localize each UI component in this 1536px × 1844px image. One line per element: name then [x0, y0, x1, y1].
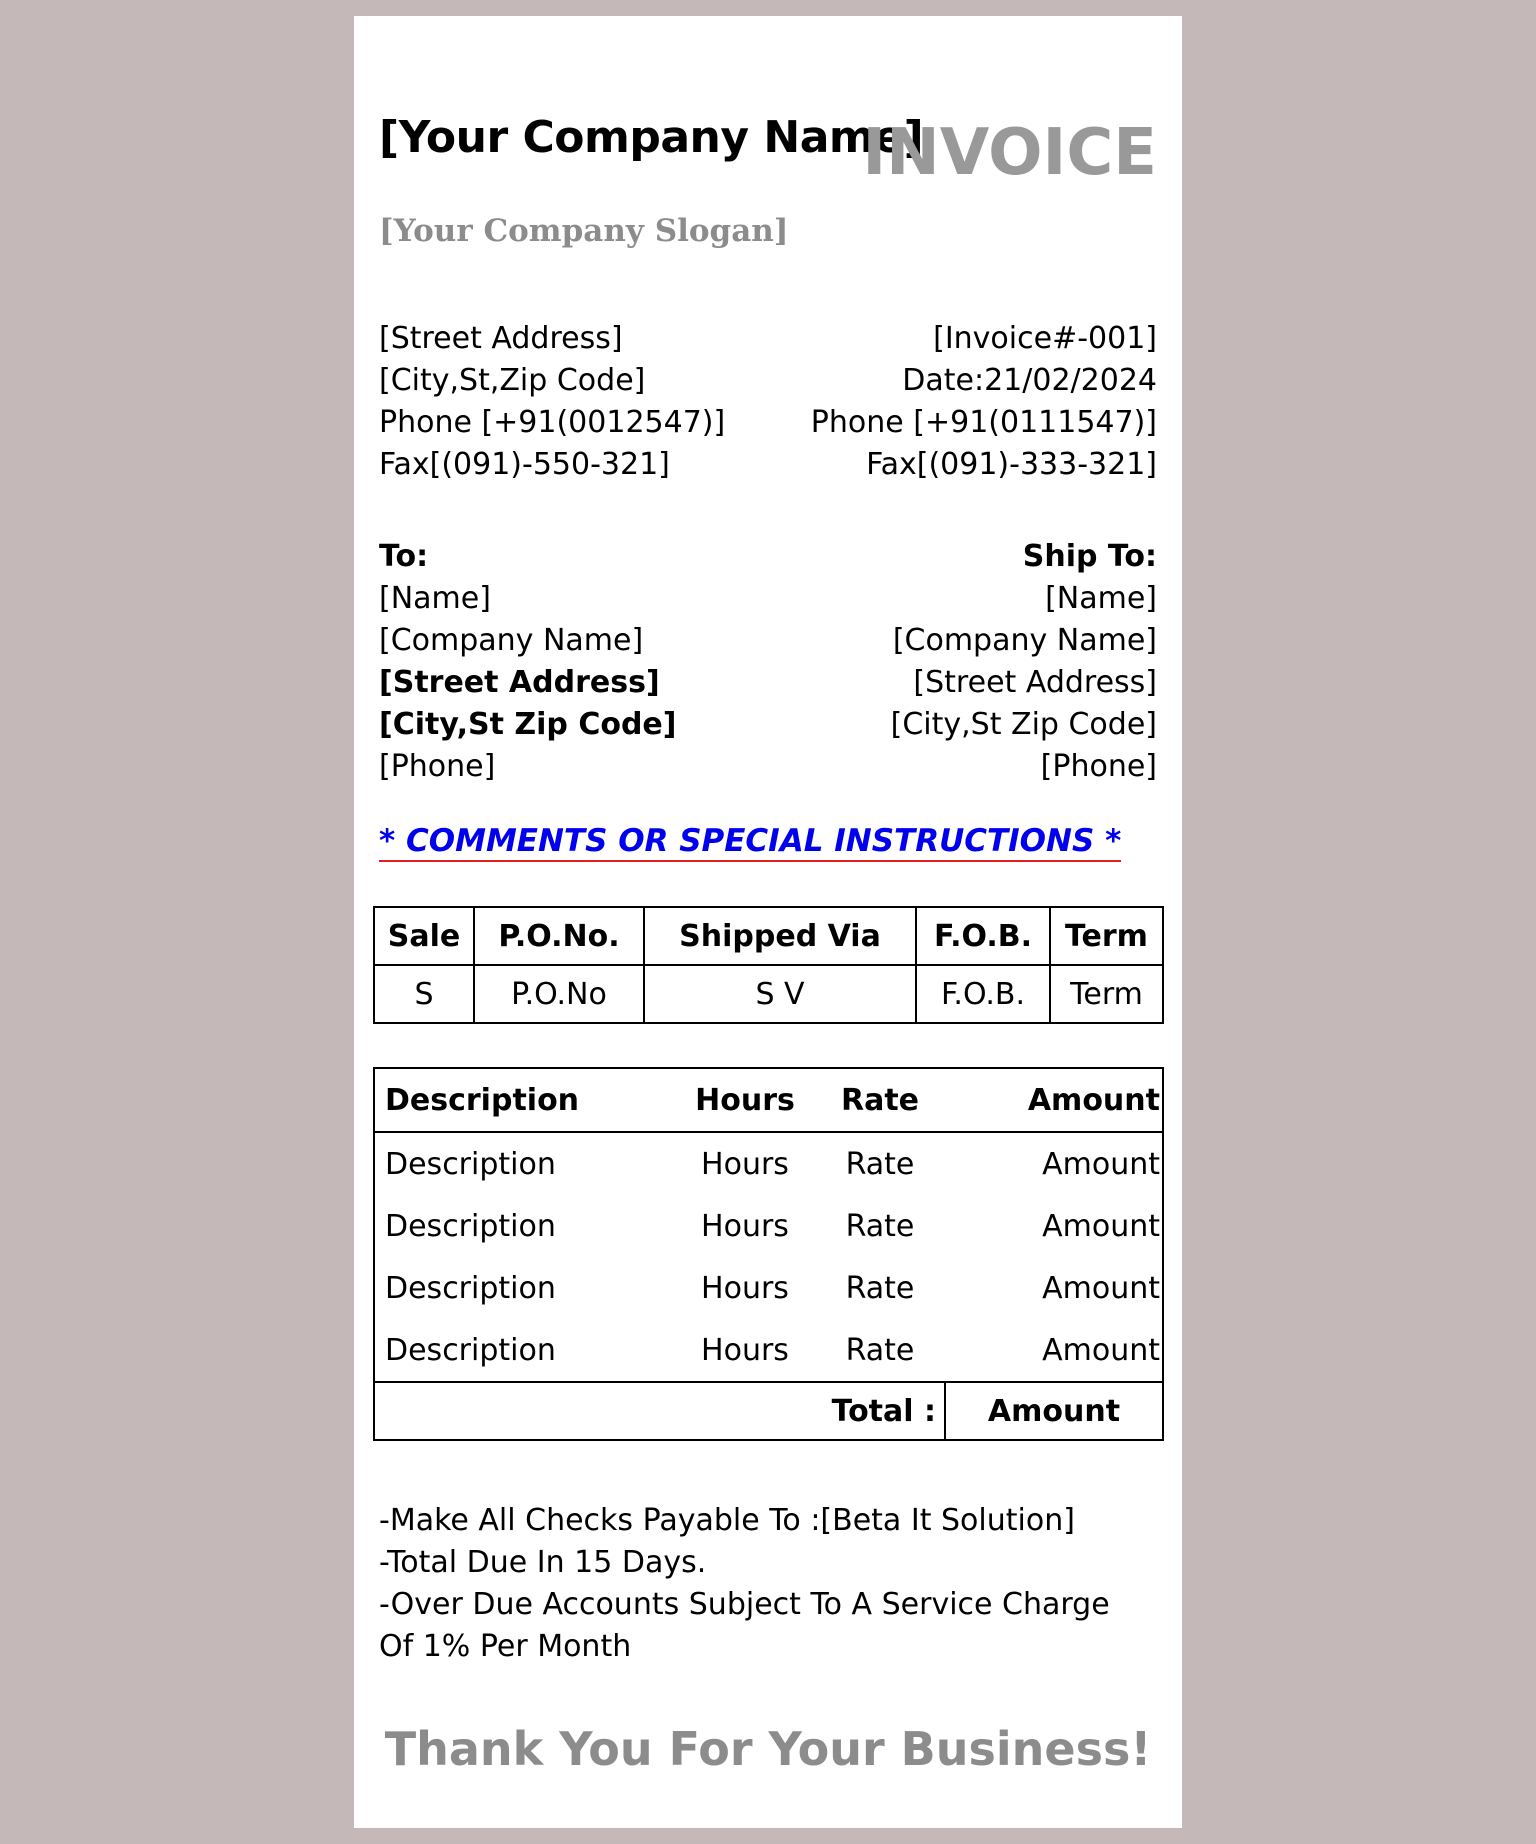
bill-to-street: [Street Address] — [379, 665, 660, 700]
item-description: Description — [385, 1146, 556, 1182]
invoice-fax: Fax[(091)-333-321] — [866, 447, 1157, 482]
item-hours: Hours — [701, 1270, 789, 1306]
bill-to-city: [City,St Zip Code] — [379, 707, 677, 742]
table-row — [374, 1257, 1163, 1319]
item-description: Description — [385, 1332, 556, 1368]
ship-to-phone: [Phone] — [1040, 749, 1157, 784]
table-row — [374, 1195, 1163, 1257]
thank-you-message: Thank You For Your Business! — [384, 1722, 1152, 1776]
shipping-header-cell: Sale — [374, 907, 474, 965]
shipping-header-cell: Shipped Via — [644, 907, 916, 965]
payment-notes — [379, 1500, 1139, 1668]
item-description: Description — [385, 1270, 556, 1306]
ship-to-street: [Street Address] — [913, 665, 1157, 700]
item-hours: Hours — [701, 1146, 789, 1182]
invoice-page — [354, 16, 1182, 1828]
items-header-row — [374, 1068, 1163, 1132]
shipping-header-cell: P.O.No. — [474, 907, 644, 965]
shipping-table — [373, 906, 1164, 1024]
item-description: Description — [385, 1208, 556, 1244]
invoice-date: Date:21/02/2024 — [902, 363, 1157, 398]
sender-fax: Fax[(091)-550-321] — [379, 447, 670, 482]
table-row — [374, 1132, 1163, 1195]
shipping-value-cell: Term — [1050, 965, 1163, 1023]
table-row — [374, 1319, 1163, 1382]
item-hours: Hours — [701, 1332, 789, 1368]
shipping-header-cell: Term — [1050, 907, 1163, 965]
note-line: -Total Due In 15 Days. — [379, 1545, 707, 1580]
item-amount: Amount — [1042, 1208, 1160, 1244]
sender-address — [379, 318, 725, 486]
items-header-amount: Amount — [945, 1068, 1163, 1132]
item-amount: Amount — [1042, 1270, 1160, 1306]
shipping-value-cell: S — [374, 965, 474, 1023]
comments-link[interactable]: * COMMENTS OR SPECIAL INSTRUCTIONS * — [379, 822, 1121, 862]
item-amount: Amount — [1042, 1146, 1160, 1182]
invoice-phone: Phone [+91(0111547)] — [810, 405, 1157, 440]
shipping-value-cell: S V — [644, 965, 916, 1023]
bill-to-heading: To: — [379, 539, 429, 574]
sender-city: [City,St,Zip Code] — [379, 363, 646, 398]
shipping-value-row — [374, 965, 1163, 1023]
invoice-title: INVOICE — [862, 116, 1157, 190]
shipping-header-row — [374, 907, 1163, 965]
shipping-value-cell: F.O.B. — [916, 965, 1050, 1023]
company-name: [Your Company Name] — [379, 112, 924, 163]
total-row — [374, 1382, 1163, 1440]
bill-to-company: [Company Name] — [379, 623, 644, 658]
item-rate: Rate — [845, 1332, 915, 1368]
bill-to-phone: [Phone] — [379, 749, 496, 784]
items-header-description: Description — [374, 1068, 675, 1132]
item-amount: Amount — [1042, 1332, 1160, 1368]
item-hours: Hours — [701, 1208, 789, 1244]
invoice-number: [Invoice#-001] — [933, 321, 1157, 356]
note-line: -Over Due Accounts Subject To A Service Charge Of 1% Per Month — [379, 1587, 1110, 1664]
ship-to-company: [Company Name] — [892, 623, 1157, 658]
sender-street: [Street Address] — [379, 321, 623, 356]
ship-to-heading: Ship To: — [1022, 539, 1157, 574]
company-slogan: [Your Company Slogan] — [379, 213, 789, 249]
item-rate: Rate — [845, 1146, 915, 1182]
ship-to-city: [City,St Zip Code] — [890, 707, 1157, 742]
invoice-info — [811, 318, 1157, 486]
item-rate: Rate — [845, 1208, 915, 1244]
total-label: Total : — [374, 1382, 945, 1440]
items-table — [373, 1067, 1164, 1441]
items-header-hours: Hours — [675, 1068, 815, 1132]
ship-to-block — [891, 536, 1157, 788]
sender-phone: Phone [+91(0012547)] — [379, 405, 726, 440]
bill-to-name: [Name] — [379, 581, 491, 616]
item-rate: Rate — [845, 1270, 915, 1306]
note-line: -Make All Checks Payable To :[Beta It Solution] — [379, 1503, 1075, 1538]
ship-to-name: [Name] — [1045, 581, 1157, 616]
bill-to-block — [379, 536, 676, 788]
shipping-value-cell: P.O.No — [474, 965, 644, 1023]
total-amount: Amount — [945, 1382, 1163, 1440]
shipping-header-cell: F.O.B. — [916, 907, 1050, 965]
items-header-rate: Rate — [815, 1068, 945, 1132]
